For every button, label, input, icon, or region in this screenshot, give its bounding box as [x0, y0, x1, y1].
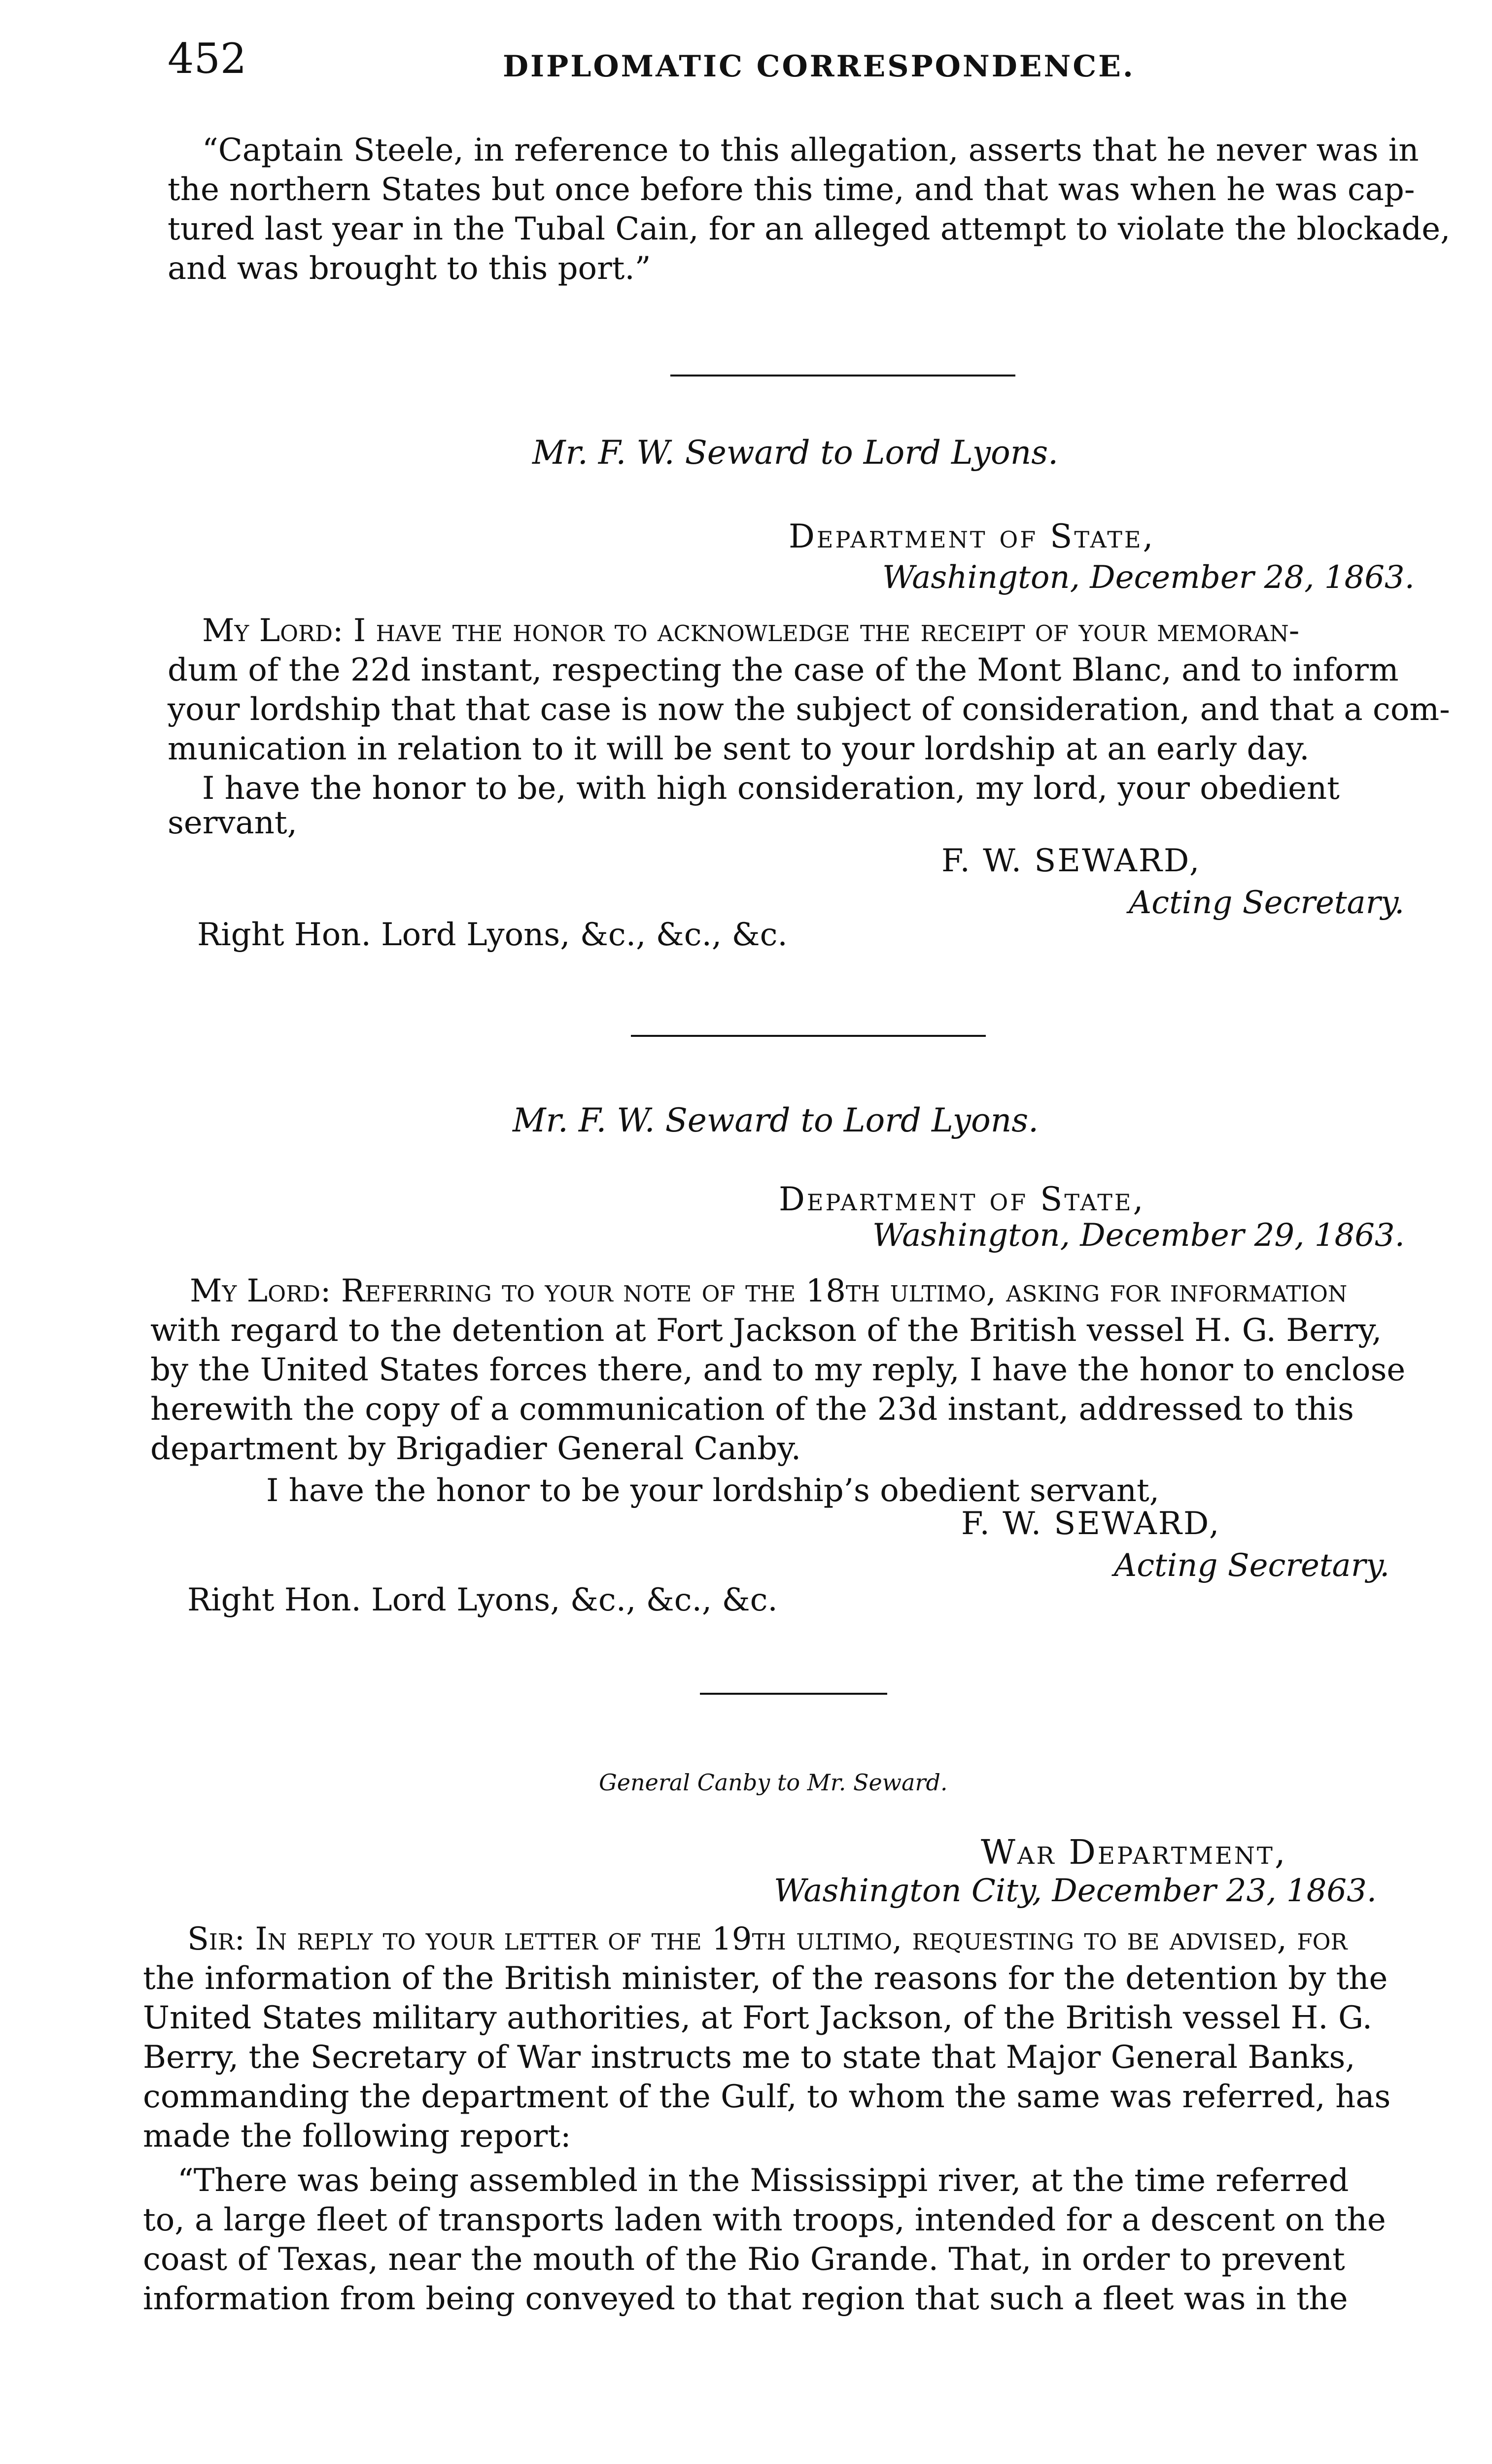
- letter-body-line: My Lord: Referring to your note of the 18th ultimo, asking for information: [190, 1273, 1348, 1309]
- quote-line: coast of Texas, near the mouth of the Rio Grande. That, in order to prevent: [143, 2241, 1345, 2278]
- signature: F. W. SEWARD,: [961, 1506, 1221, 1542]
- letter-body-line: the information of the British minister, of the reasons for the detention by the: [143, 1960, 1388, 1997]
- running-head: DIPLOMATIC CORRESPONDENCE.: [503, 49, 1135, 84]
- letter-place: Department of State,: [789, 517, 1155, 555]
- quote-line: “There was being assembled in the Mississippi river, at the time referred: [177, 2162, 1349, 2199]
- letter-body-line: dum of the 22d instant, respecting the case of the Mont Blanc, and to inform: [168, 652, 1399, 688]
- letter-body-line: Berry, the Secretary of War instructs me to state that Major General Banks,: [143, 2039, 1355, 2076]
- letter-date: Washington, December 28, 1863.: [882, 559, 1415, 596]
- section-divider: [670, 375, 1015, 376]
- signature-title: Acting Secretary.: [1129, 885, 1405, 921]
- signature-title: Acting Secretary.: [1114, 1547, 1390, 1584]
- letter-body-line: your lordship that that case is now the subject of consideration, and that a com-: [168, 691, 1450, 728]
- letter-closing-line: I have the honor to be your lordship’s obedient servant,: [266, 1472, 1160, 1509]
- page-number: 452: [168, 34, 247, 83]
- letter-title: Mr. F. W. Seward to Lord Lyons.: [532, 434, 1059, 472]
- letter-body-line: My Lord: I have the honor to acknowledge the receipt of your memoran-: [202, 613, 1300, 649]
- letter-body-line: herewith the copy of a communication of the 23d instant, addressed to this: [150, 1391, 1354, 1428]
- letter-closing-line: servant,: [168, 805, 297, 841]
- letter-place: War Department,: [981, 1833, 1287, 1872]
- letter-place: Department of State,: [779, 1180, 1145, 1218]
- letter-body-line: Sir: In reply to your letter of the 19th ultimo, requesting to be advised, for: [187, 1921, 1348, 1957]
- letter-closing-line: I have the honor to be, with high consideration, my lord, your obedient: [202, 770, 1340, 807]
- letter-title: General Canby to Mr. Seward.: [599, 1769, 948, 1796]
- letter-body-line: United States military authorities, at Fort Jackson, of the British vessel H. G.: [143, 2000, 1373, 2036]
- letter-date: Washington City, December 23, 1863.: [774, 1873, 1377, 1909]
- section-divider: [631, 1035, 986, 1037]
- letter-body-line: by the United States forces there, and to my reply, I have the honor to enclose: [150, 1352, 1406, 1388]
- intro-line: the northern States but once before this time, and that was when he was cap-: [168, 171, 1415, 208]
- letter-title: Mr. F. W. Seward to Lord Lyons.: [513, 1101, 1039, 1139]
- letter-body-line: department by Brigadier General Canby.: [150, 1431, 801, 1467]
- section-divider: [700, 1693, 887, 1695]
- letter-body-line: munication in relation to it will be sent to your lordship at an early day.: [168, 731, 1310, 767]
- letter-body-line: with regard to the detention at Fort Jackson of the British vessel H. G. Berry,: [150, 1312, 1382, 1349]
- letter-date: Washington, December 29, 1863.: [872, 1217, 1405, 1254]
- intro-line: and was brought to this port.”: [168, 250, 651, 287]
- letter-body-line: commanding the department of the Gulf, to whom the same was referred, has: [143, 2079, 1391, 2115]
- intro-line: tured last year in the Tubal Cain, for an alleged attempt to violate the blockade,: [168, 211, 1451, 247]
- quote-line: to, a large fleet of transports laden with troops, intended for a descent on the: [143, 2202, 1386, 2238]
- letter-body-line: made the following report:: [143, 2118, 571, 2155]
- quote-line: information from being conveyed to that region that such a fleet was in the: [143, 2281, 1348, 2317]
- intro-line: “Captain Steele, in reference to this allegation, asserts that he never was in: [202, 132, 1419, 169]
- addressee: Right Hon. Lord Lyons, &c., &c., &c.: [187, 1582, 778, 1618]
- addressee: Right Hon. Lord Lyons, &c., &c., &c.: [197, 917, 788, 953]
- signature: F. W. SEWARD,: [941, 843, 1201, 879]
